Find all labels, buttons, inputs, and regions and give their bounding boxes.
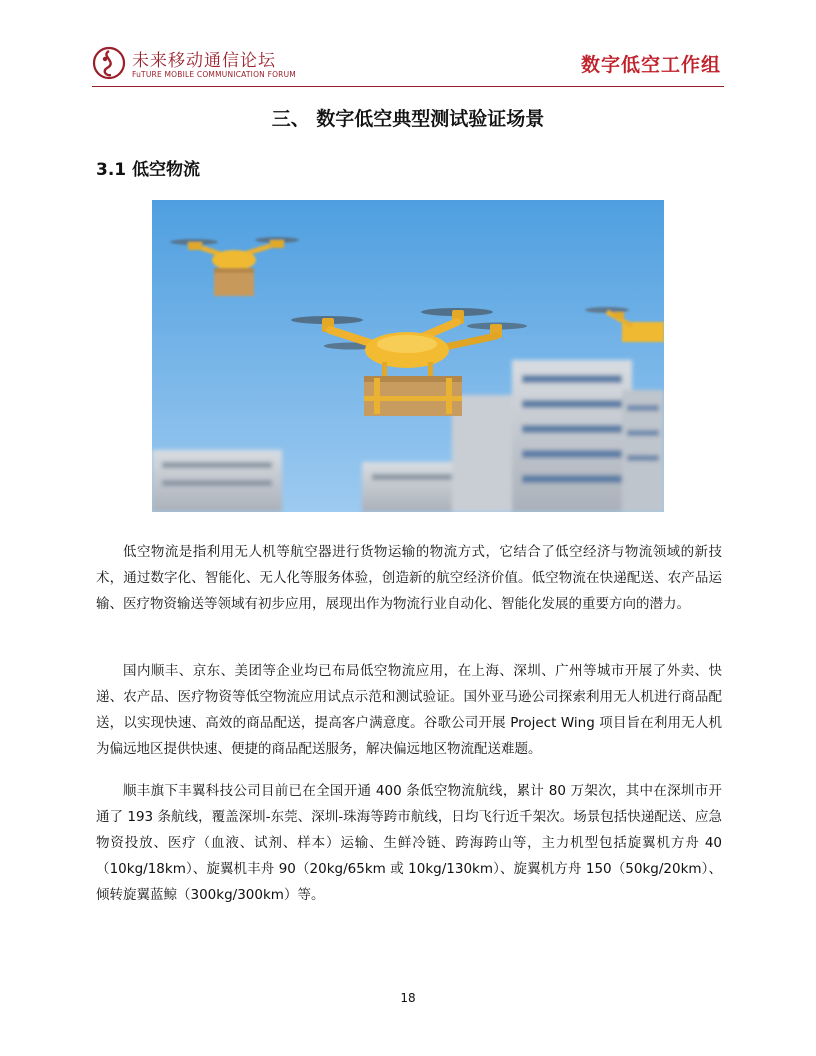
forum-name-en: FuTURE MOBILE COMMUNICATION FORUM (132, 70, 296, 79)
page-header (0, 0, 816, 92)
paragraph-1: 低空物流是指利用无人机等航空器进行货物运输的物流方式，它结合了低空经济与物流领域的新技术，通过数字化、智能化、无人化等服务体验，创造新的航空经济价值。低空物流在快递配送、农产品运输、医疗物资输送等领域有初步应用，展现出作为物流行业自动化、智能化发展的重要方向的潜力。 (96, 544, 722, 612)
paragraph-3: 顺丰旗下丰翼科技公司目前已在全国开通 400 条低空物流航线，累计 80 万架次，其中在深圳市开通了 193 条航线，覆盖深圳-东莞、深圳-珠海等跨市航线，日均飞行近千架次。场景包括快递配送、应急物资投放、医疗（血液、试剂、样本）运输、生鲜冷链、跨海跨山等，主力机型包括旋翼机方舟 40（10kg/18km）、旋翼机丰舟 90（20kg/65km 或 10kg/130km）、旋翼机方舟 150（50kg/20km）、倾转旋翼蓝鲸（300kg/300km）等。 (96, 783, 722, 903)
drone-delivery-photo (152, 200, 664, 512)
paragraph-2: 国内顺丰、京东、美团等企业均已布局低空物流应用，在上海、深圳、广州等城市开展了外卖、快递、农产品、医疗物资等低空物流应用试点示范和测试验证。国外亚马逊公司探索利用无人机进行商品配送，以实现快速、高效的商品配送，提高客户满意度。谷歌公司开展 Project Wing 项目旨在利用无人机为偏远地区提供快速、便捷的商品配送服务，解决偏远地区物流配送难题。 (96, 663, 722, 757)
forum-name-cn: 未来移动通信论坛 (132, 51, 276, 71)
page-number: 18 (400, 991, 416, 1005)
workgroup-title: 数字低空工作组 (580, 54, 721, 76)
forum-logo-icon (92, 46, 126, 80)
forum-logo (92, 44, 296, 84)
drone-delivery-illustration (152, 200, 664, 512)
header-divider (92, 86, 724, 87)
section-title: 三、 数字低空典型测试验证场景 (271, 108, 545, 130)
subsection-title: 3.1 低空物流 (96, 160, 201, 180)
